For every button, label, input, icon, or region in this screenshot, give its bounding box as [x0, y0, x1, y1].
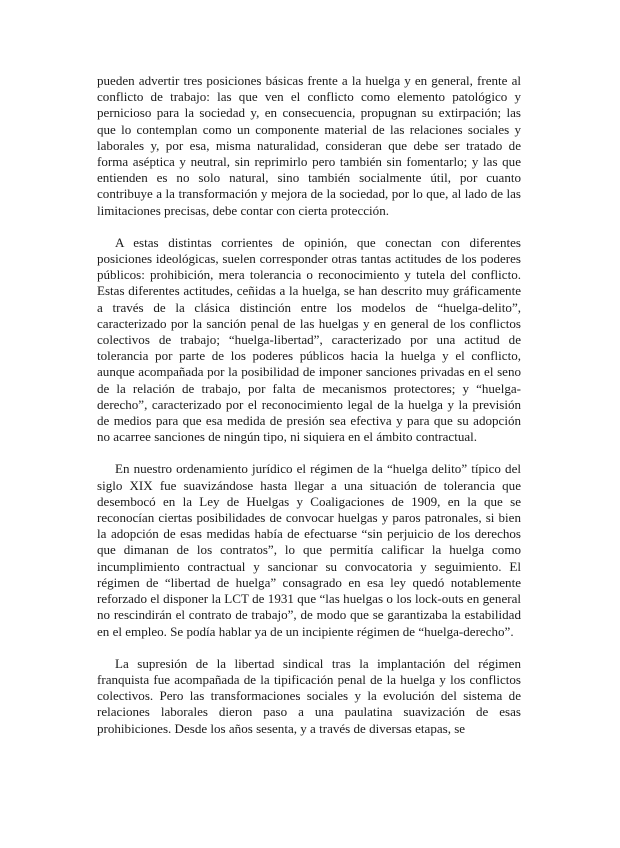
paragraph-4: La supresión de la libertad sindical tras la implantación del régimen franquista fue acompañada de la tipificación penal de la huelga y los conflictos colectivos. Pero las transformaciones sociales y la evolución del sistema de relaciones laborales dieron paso a una paulatina suavización de esas prohibiciones. Desde los años sesenta, y a través de diversas etapas, se	[97, 655, 521, 736]
paragraph-2: A estas distintas corrientes de opinión, que conectan con diferentes posiciones ideológicas, suelen corresponder otras tantas actitudes de los poderes públicos: prohibición, mera tolerancia o reconocimiento y tutela del conflicto. Estas diferentes actitudes, ceñidas a la huelga, se han descrito muy gráficamente a través de la clásica distinción entre los modelos de “huelga-delito”, caracterizado por la sanción penal de las huelgas y en general de los conflictos colectivos de trabajo; “huelga-libertad”, caracterizado por una actitud de tolerancia por parte de los poderes públicos hacia la huelga y el conflicto, aunque acompañada por la posibilidad de imponer sanciones privadas en el seno de la relación de trabajo, por falta de mecanismos protectores; y “huelga-derecho”, caracterizado por el reconocimiento legal de la huelga y la previsión de medios para que esa medida de presión sea efectiva y para que su adopción no acarree sanciones de ningún tipo, ni siquiera en el ámbito contractual.	[97, 234, 521, 445]
document-page	[97, 73, 521, 737]
paragraph-3: En nuestro ordenamiento jurídico el régimen de la “huelga delito” típico del siglo XIX fue suavizándose hasta llegar a una situación de tolerancia que desembocó en la Ley de Huelgas y Coaligaciones de 1909, en la que se reconocían ciertas posibilidades de convocar huelgas y paros patronales, si bien la adopción de esas medidas había de efectuarse “sin perjuicio de los derechos que dimanan de los contratos”, lo que permitía calificar la huelga como incumplimiento contractual y sancionar su convocatoria y seguimiento. El régimen de “libertad de huelga” consagrado en esa ley quedó notablemente reforzado el disponer la LCT de 1931 que “las huelgas o los lock-outs en general no rescindirán el contrato de trabajo”, de modo que se garantizaba la estabilidad en el empleo. Se podía hablar ya de un incipiente régimen de “huelga-derecho”.	[97, 461, 521, 639]
paragraph-1: pueden advertir tres posiciones básicas frente a la huelga y en general, frente al conflicto de trabajo: las que ven el conflicto como elemento patológico y pernicioso para la sociedad y, en consecuencia, propugnan su extirpación; las que lo contemplan como un componente material de las relaciones sociales y laborales y, por esa, misma naturalidad, consideran que debe ser tratado de forma aséptica y neutral, sin reprimirlo pero también sin fomentarlo; y las que entienden es no solo natural, sino también socialmente útil, por cuanto contribuye a la transformación y mejora de la sociedad, por lo que, al lado de las limitaciones precisas, debe contar con cierta protección.	[97, 73, 521, 218]
